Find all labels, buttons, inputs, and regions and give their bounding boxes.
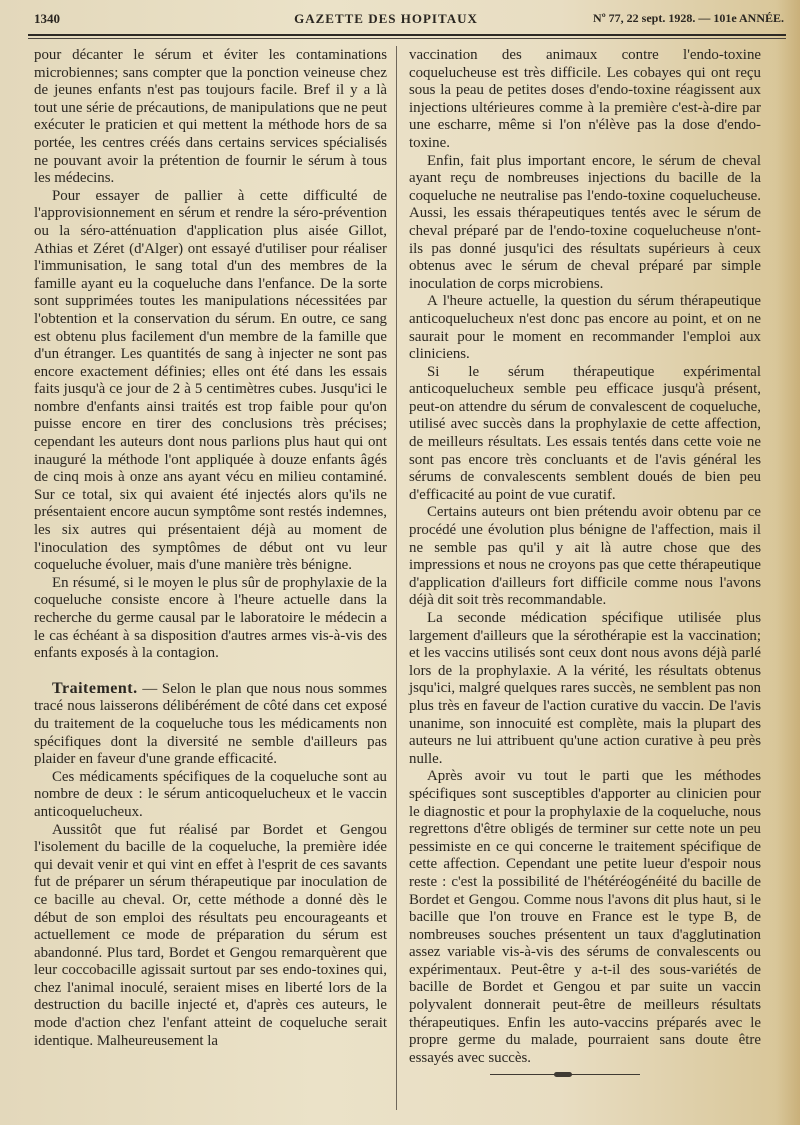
journal-title: GAZETTE DES HOPITAUX <box>294 11 478 26</box>
left-paragraph-5: Ces médicaments spécifiques de la coqueluche sont au nombre de deux : le sérum anticoquelucheux et le vaccin anticoquelucheux. <box>34 768 387 820</box>
page-number: 1340 <box>34 11 60 26</box>
end-ornament <box>490 1074 640 1078</box>
header-rule-thick <box>28 34 786 36</box>
page-header <box>28 8 784 30</box>
right-paragraph-4: Si le sérum thérapeutique expérimental anticoquelucheux semble peu efficace jusqu'à présent, peut-on attendre du sérum de convalescent de coqueluche, utilisé avec succès dans la prophylaxie de cette affection, de meilleurs résultats. Les essais tentés dans cette voie ne sont pas encore très concluants et de l'avis général les sérums de convalescents semblent doués de bien peu d'efficacité au point de vue curatif. <box>409 363 761 503</box>
issue-info: Nº 77, 22 sept. 1928. — 101e ANNÉE. <box>593 11 784 25</box>
left-paragraph-3: En résumé, si le moyen le plus sûr de prophylaxie de la coqueluche consiste encore à l'heure actuelle dans la recherche du germe causal par le laboratoire le médecin a le cas échéant à sa disposition d'autres armes vis-à-vis des enfants exposés à la contagion. <box>34 574 387 662</box>
right-paragraph-3: A l'heure actuelle, la question du sérum thérapeutique anticoquelucheux n'est donc pas encore au point, et on ne saurait pour le moment en recommander l'emploi aux cliniciens. <box>409 293 761 363</box>
left-paragraph-4-text: — Selon le plan que nous nous sommes tracé nous laisserons délibérément de côté dans cet exposé du traitement de la coqueluche tous les médicaments non spécifiques dont la diversité ne semble d'ailleurs pas plaider en faveur d'une grande efficacité. <box>34 680 387 768</box>
right-paragraph-5: Certains auteurs ont bien prétendu avoir obtenu par ce procédé une évolution plus bénigne de l'affection, mais il ne semble pas qu'il y ait là autre chose que des impressions et nous ne croyons pas que cette thérapeutique d'application d'ailleurs fort difficile comme nous l'avons déjà dit soit très recommandable. <box>409 504 761 609</box>
right-column <box>409 47 761 1067</box>
left-paragraph-2: Pour essayer de pallier à cette difficulté de l'approvisionnement en sérum et rendre la séro-prévention ou la séro-atténuation d'application plus aisée Gillot, Athias et Zéret (d'Alger) ont essayé d'utiliser pour réaliser l'immunisation, le sang total d'un des membres de la famille ayant eu la coqueluche dans l'enfance. De la sorte sont supprimées toutes les manipulations nécessitées par l'obtention et la conservation du sérum. En outre, ce sang est obtenu plus facilement d'un membre de la famille que d'un étranger. Les quantités de sang à injecter ne sont pas encore exactement définies; elles ont été dans les essais faits jusqu'à ce jour de 2 à 5 centimètres cubes. Jusqu'ici le nombre d'enfants ainsi traités est trop faible pour qu'on puisse encore en tirer des conclusions très précises; cependant les auteurs dont nous parlions plus haut qui ont inauguré la méthode l'ont appliquée à douze enfants âgés de cinq mois à onze ans ayant vécu en milieu contaminé. Sur ce total, six qui avaient été injectés alors qu'ils ne présentaient encore aucun symptôme sont restés indemnes, les six autres qui présentaient déjà au moment de l'inoculation des symptômes de début ont vu leur coqueluche évoluer, mais d'une manière très bénigne. <box>34 187 387 574</box>
left-column <box>34 47 387 1050</box>
header-rule-thin <box>28 38 786 39</box>
column-divider <box>396 46 397 1110</box>
right-paragraph-1: vaccination des animaux contre l'endo-toxine coquelucheuse est très difficile. Les cobayes qui ont reçu sous la peau de petites doses d'endo-toxine réagissent aux injections ultérieures comme à la première c'est-à-dire par une escharre, même si l'on n'élève pas la dose d'endo-toxine. <box>409 47 761 151</box>
right-paragraph-6: La seconde médication spécifique utilisée plus largement d'ailleurs que la sérothérapie est la vaccination; et les vaccins utilisés sont ceux dont nous avons déjà parlé lors de la prophylaxie. A la vérité, les résultats obtenus jsqu'ici, malgré quelques rares succès, ne semblent pas non plus très en faveur de l'action curative du vaccin. De l'avis unanime, son innocuité est complète, mais la plupart des auteurs ne lui attribuent qu'une action curative à peu près nulle. <box>409 610 761 767</box>
right-paragraph-2: Enfin, fait plus important encore, le sérum de cheval ayant reçu de nombreuses injections du bacille de la coqueluche ne neutralise pas l'endo-toxine coquelucheuse. Aussi, les essais thérapeutiques tentés avec le sérum de cheval préparé par de l'endo-toxine coquelucheuse n'ont-ils pas donné jusqu'ici des résultats supérieurs à ceux obtenus avec le sérum de cheval préparé par simple inoculation de corps microbiens. <box>409 152 761 292</box>
left-paragraph-1: pour décanter le sérum et éviter les contaminations microbiennes; sans compter que la ponction veineuse chez de jeunes enfants n'est pas toujours facile. Bref il y a là tout une série de précautions, de manipulations que ne peut exécuter le praticien et qui mettent la méthode hors de sa portée, les centres créés dans certains services spécialisés ne pouvant avoir la prétention de fournir le sérum à tous les médecins. <box>34 47 387 187</box>
right-paragraph-7: Après avoir vu tout le parti que les méthodes spécifiques sont susceptibles d'apporter au clinicien pour le diagnostic et pour la prophylaxie de la coqueluche, nous regrettons d'être obligés de terminer sur cette note un peu pessimiste en ce qui concerne le traitement spécifique de cette affection. Cependant une petite lueur d'espoir nous reste : c'est la possibilité de l'hétéréogénéité du bacille de Bordet et Gengou. Comme nous l'avons dit plus haut, si le bacille que l'on trouve en France est le type B, de nombreuses souches présentent un taux d'agglutination assez variable vis-à-vis des sérums de convalescents ou expérimentaux. Peut-être y a-t-il des sous-variétés de bacille de Bordet et Gengou et par suite un vaccin polyvalent donnerait peut-être de meilleurs résultats thérapeutiques. Enfin les auto-vaccins préparés avec le propre germe du malade, pourraient sans doute être essayés avec succès. <box>409 768 761 1066</box>
left-paragraph-4 <box>34 680 387 769</box>
section-title-traitement: Traitement. <box>52 679 138 697</box>
left-paragraph-6: Aussitôt que fut réalisé par Bordet et Gengou l'isolement du bacille de la coqueluche, la première idée qui devait venir et qui vint en effet à l'esprit de ces savants fut de préparer un sérum thérapeutique par inoculation de ce bacille au cheval. Or, cette méthode a donné dès le début de son emploi des résultats peu encourageants et actuellement ce mode de préparation du sérum est abandonné. Plus tard, Bordet et Gengou remarquèrent que leur coccobacille agissait surtout par ses endo-toxines qui, chez l'animal inoculé, seraient mises en liberté lors de la destruction du bacille injecté et, d'après ces auteurs, le mode d'action chez l'enfant atteint de coqueluche serait identique. Malheureusement la <box>34 821 387 1049</box>
